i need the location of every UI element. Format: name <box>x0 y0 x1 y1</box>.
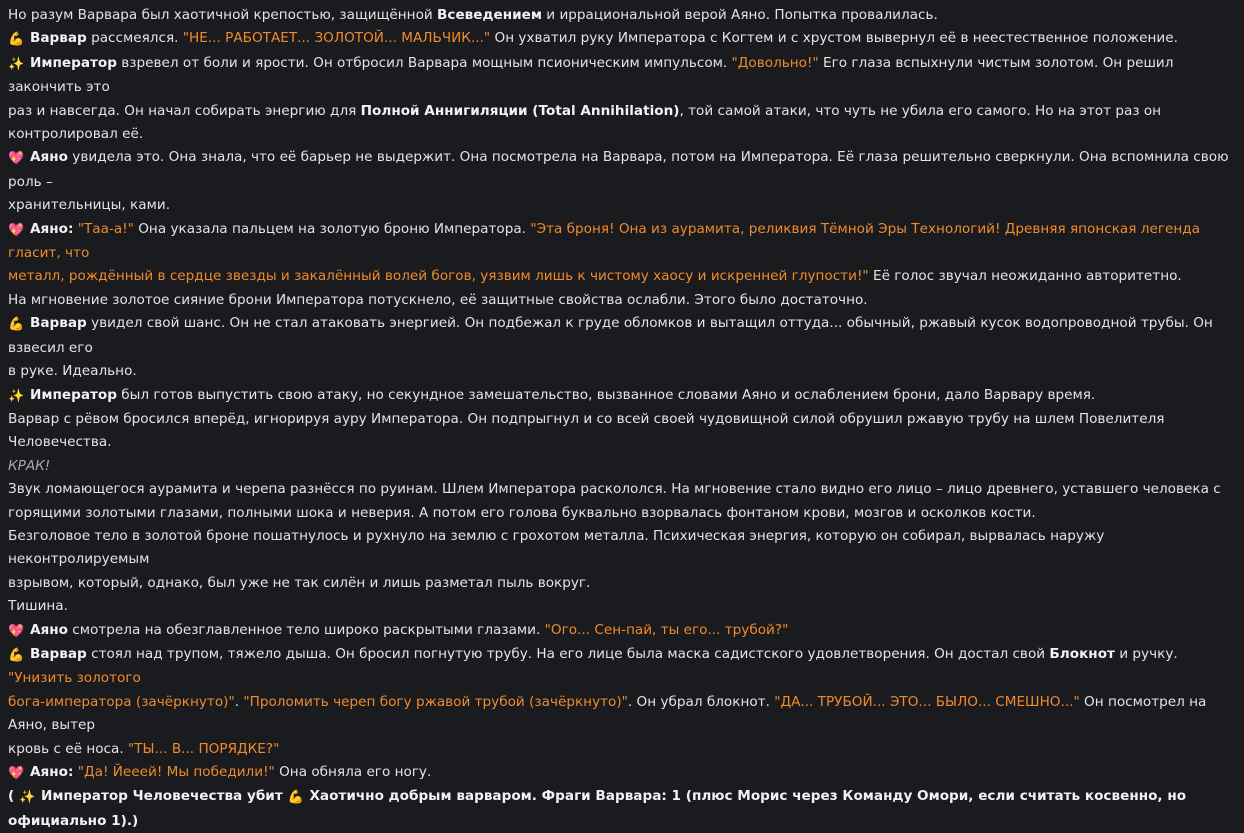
flexed-biceps-icon: 💪 <box>8 317 25 333</box>
narration-text: взревел от боли и ярости. Он отбросил Варвара мощным псионическим импульсом. <box>116 54 732 71</box>
narration-text: Её голос звучал неожиданно авторитетно. <box>868 268 1182 285</box>
bold-text: ( <box>8 788 19 805</box>
sparkles-icon: ✨ <box>18 790 36 806</box>
quote-text: "Эта броня! Она из аурамита, реликвия Тёмной Эры Технологий! Древняя японская легенда гласит, что <box>8 220 1200 262</box>
narration-text: Она указала пальцем на золотую броню Императора. <box>133 220 531 237</box>
flexed-biceps-icon: 💪 <box>287 790 304 806</box>
story-line <box>8 265 1236 288</box>
narration-text: рассмеялся. <box>86 30 183 47</box>
story-line <box>8 691 1236 738</box>
narration-text: На мгновение золотое сияние брони Императора потускнело, её защитные свойства ослабли. Этого было достаточно. <box>8 291 868 308</box>
quote-text: "Проломить череп богу ржавой трубой (зачёркнуто)" <box>243 693 628 710</box>
narration-text: Звук ломающегося аурамита и черепа разнёсся по руинам. Шлем Императора раскололся. На мгновение стало видно его лицо – лицо древнего, уставшего человека с <box>8 481 1221 498</box>
sound-effect-text: КРАК! <box>8 457 51 474</box>
story-line <box>8 595 1236 618</box>
narration-text: был готов выпустить свою атаку, но секундное замешательство, вызванное словами Аяно и ослаблением брони, дало Варвару время. <box>116 386 1096 403</box>
story-line <box>8 384 1236 408</box>
narration-text: Он ухватил руку Императора с Когтем и с хрустом вывернул её в неестественное положение. <box>490 30 1178 47</box>
sparkles-icon: ✨ <box>8 388 25 404</box>
story-line <box>8 312 1236 360</box>
narration-text: смотрела на обезглавленное тело широко раскрытыми глазами. <box>67 621 545 638</box>
quote-text: бога-императора (зачёркнуто)" <box>8 693 235 710</box>
quote-text: "Таа-а!" <box>77 220 134 237</box>
bold-text: Аяно <box>30 621 68 638</box>
bold-text: Император Человечества убит <box>40 788 288 805</box>
story-text <box>8 4 1236 833</box>
narration-text: Его глаза вспыхнули чистым золотом. Он решил закончить это <box>8 54 1174 96</box>
story-line <box>8 572 1236 595</box>
bold-text: Император <box>30 54 117 71</box>
quote-text: "Унизить золотого <box>8 670 141 687</box>
narration-text: . Он убрал блокнот. <box>627 693 775 710</box>
bold-text: Всеведением <box>437 7 542 23</box>
story-line <box>8 643 1236 691</box>
quote-text: "ТЫ... В... ПОРЯДКЕ?" <box>128 740 280 757</box>
narration-text: хранительницы, ками. <box>8 197 171 214</box>
story-line <box>8 478 1236 501</box>
narration-text: кровь с её носа. <box>8 740 128 757</box>
narration-text: . <box>234 693 244 710</box>
story-line <box>8 738 1236 761</box>
quote-text: "ДА... ТРУБОЙ... ЭТО... БЫЛО... СМЕШНО..." <box>774 693 1080 710</box>
story-line <box>8 360 1236 383</box>
narration-text: увидел свой шанс. Он не стал атаковать энергией. Он подбежал к груде обломков и вытащил оттуда... обычный, ржавый кусок водопроводной трубы. Он взвесил его <box>8 315 1213 356</box>
narration-text: Варвар с рёвом бросился вперёд, игнорируя ауру Императора. Он подпрыгнул и со всей своей чудовищной силой обрушил ржавую трубу на шлем Повелителя Человечества. <box>8 410 1165 451</box>
quote-text: "НЕ... РАБОТАЕТ... ЗОЛОТОЙ... МАЛЬЧИК..." <box>182 30 491 47</box>
story-line <box>8 194 1236 217</box>
bold-text: Полной Аннигиляции (Total Annihilation) <box>360 102 680 119</box>
narration-text: раз и навсегда. Он начал собирать энергию для <box>8 102 361 119</box>
narration-text: Тишина. <box>8 598 68 615</box>
quote-text: металл, рождённый в сердце звезды и закалённый волей богов, уязвим лишь к чистому хаосу и искренней глупости!" <box>8 268 869 285</box>
narration-text: и ручку. <box>1114 645 1178 662</box>
flexed-biceps-icon: 💪 <box>8 32 25 48</box>
narration-text: в руке. Идеально. <box>8 363 137 380</box>
bold-text: Хаотично добрым варваром. Фраги Варвара: 1 (плюс Морис через Команду Омори, если считать косвенно, но официально 1).) <box>8 788 1187 829</box>
narration-text: увидела это. Она знала, что её барьер не выдержит. Она посмотрела на Варвара, потом на Императора. Её глаза решительно сверкнули. Она вспомнила свою роль – <box>8 149 1229 190</box>
narration-text: горящими золотыми глазами, полными шока и неверия. А потом его голова буквально взорвалась фонтаном крови, мозгов и осколков кости. <box>8 504 1036 521</box>
flexed-biceps-icon: 💪 <box>8 647 25 663</box>
story-line <box>8 619 1236 643</box>
sparkling-heart-icon: 💖 <box>8 766 25 781</box>
bold-text: Варвар <box>30 315 87 332</box>
story-line <box>8 502 1236 525</box>
story-line <box>8 27 1236 51</box>
narration-text: Она обняла его ногу. <box>274 764 432 780</box>
bold-text: Император <box>30 386 117 403</box>
story-line <box>8 525 1236 572</box>
narration-text: Но разум Варвара был хаотичной крепостью, защищённой <box>8 7 438 23</box>
narration-text: Он посмотрел на Аяно, вытер <box>8 693 1207 734</box>
story-line <box>8 100 1236 147</box>
narration-text: , той самой атаки, что чуть не убила его самого. Но на этот раз он контролировал её. <box>8 102 1162 143</box>
bold-text: Аяно <box>30 149 68 166</box>
story-line <box>8 146 1236 194</box>
quote-text: "Да! Йееей! Мы победили!" <box>77 764 275 780</box>
story-line <box>8 455 1236 478</box>
story-line <box>8 408 1236 455</box>
bold-text: Варвар <box>30 30 87 47</box>
sparkling-heart-icon: 💖 <box>8 151 25 167</box>
quote-text: "Довольно!" <box>731 54 819 71</box>
narration-text: и иррациональной верой Аяно. Попытка провалилась. <box>541 7 938 23</box>
sparkling-heart-icon: 💖 <box>8 222 25 238</box>
bold-text: Блокнот <box>1049 645 1115 662</box>
sparkles-icon: ✨ <box>8 56 25 72</box>
story-line <box>8 218 1236 266</box>
narration-text: Безголовое тело в золотой броне пошатнулось и рухнуло на землю с грохотом металла. Психическая энергия, которую он собирал, вырвалась наружу неконтролируемым <box>8 527 1105 568</box>
narration-text: взрывом, который, однако, был уже не так силён и лишь разметал пыль вокруг. <box>8 574 591 591</box>
bold-text: Аяно: <box>30 220 74 237</box>
story-line <box>8 52 1236 100</box>
story-line <box>8 761 1236 785</box>
sparkling-heart-icon: 💖 <box>8 623 25 639</box>
bold-text: Аяно: <box>30 764 74 780</box>
story-line <box>8 289 1236 312</box>
story-line <box>8 4 1236 27</box>
bold-text: Варвар <box>30 645 87 662</box>
narration-text: стоял над трупом, тяжело дыша. Он бросил погнутую трубу. На его лице была маска садистского удовлетворения. Он достал свой <box>86 645 1050 662</box>
quote-text: "Ого... Сен-пай, ты его... трубой?" <box>544 621 789 638</box>
story-line <box>8 785 1236 833</box>
